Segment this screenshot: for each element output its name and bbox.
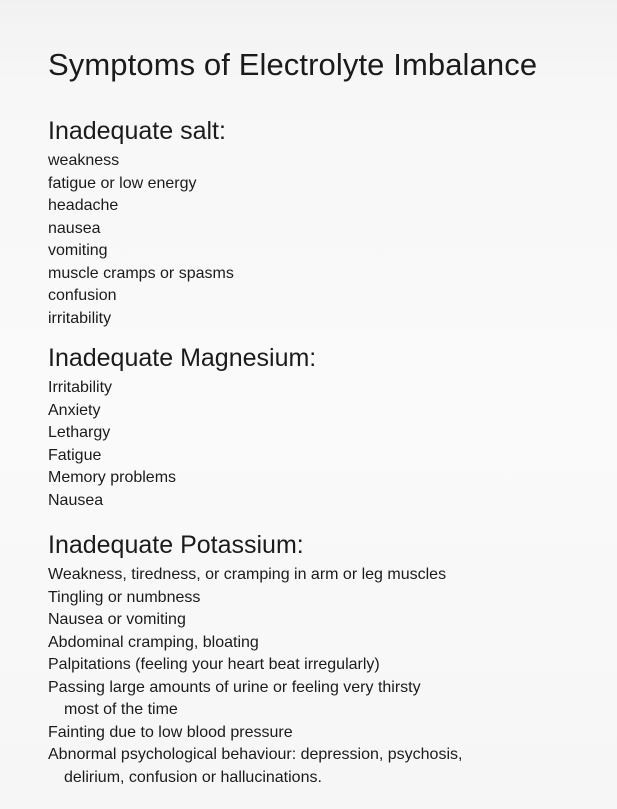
- list-item: nausea: [48, 219, 101, 237]
- list-item: Passing large amounts of urine or feeling very thirsty: [48, 678, 421, 696]
- list-item: Anxiety: [48, 401, 101, 419]
- section-inadequate-salt: [48, 116, 597, 330]
- list-item: Weakness, tiredness, or cramping in arm or leg muscles: [48, 566, 447, 583]
- list-item-continuation: delirium, confusion or hallucinations.: [64, 768, 322, 786]
- list-item: headache: [48, 197, 119, 214]
- section-heading-salt: Inadequate salt:: [48, 117, 226, 145]
- list-item: muscle cramps or spasms: [48, 264, 234, 282]
- list-item: weakness: [48, 152, 120, 169]
- list-item: Fatigue: [48, 446, 102, 464]
- section-heading-potassium: Inadequate Potassium:: [48, 531, 304, 559]
- list-item: Lethargy: [48, 424, 111, 441]
- section-inadequate-potassium: [48, 530, 597, 789]
- section-inadequate-magnesium: [48, 343, 597, 512]
- list-item: Palpitations (feeling your heart beat irregularly): [48, 656, 380, 673]
- list-item: fatigue or low energy: [48, 174, 197, 192]
- section-heading-magnesium: Inadequate Magnesium:: [48, 344, 317, 372]
- symptom-list-salt: [48, 150, 597, 330]
- list-item: irritability: [48, 309, 112, 327]
- list-item-continuation: most of the time: [64, 701, 178, 718]
- list-item: Abdominal cramping, bloating: [48, 633, 259, 651]
- list-item: Fainting due to low blood pressure: [48, 723, 293, 741]
- list-item: Memory problems: [48, 469, 177, 486]
- symptom-list-magnesium: [48, 377, 597, 512]
- list-item: Nausea: [48, 491, 104, 509]
- list-item: confusion: [48, 287, 117, 304]
- list-item: Tingling or numbness: [48, 588, 201, 606]
- symptom-list-potassium: [48, 564, 597, 789]
- list-item: Nausea or vomiting: [48, 611, 186, 628]
- list-item: Abnormal psychological behaviour: depression, psychosis,: [48, 746, 463, 763]
- list-item: Irritability: [48, 379, 113, 396]
- list-item: vomiting: [48, 242, 108, 259]
- page-title: Symptoms of Electrolyte Imbalance: [48, 47, 538, 82]
